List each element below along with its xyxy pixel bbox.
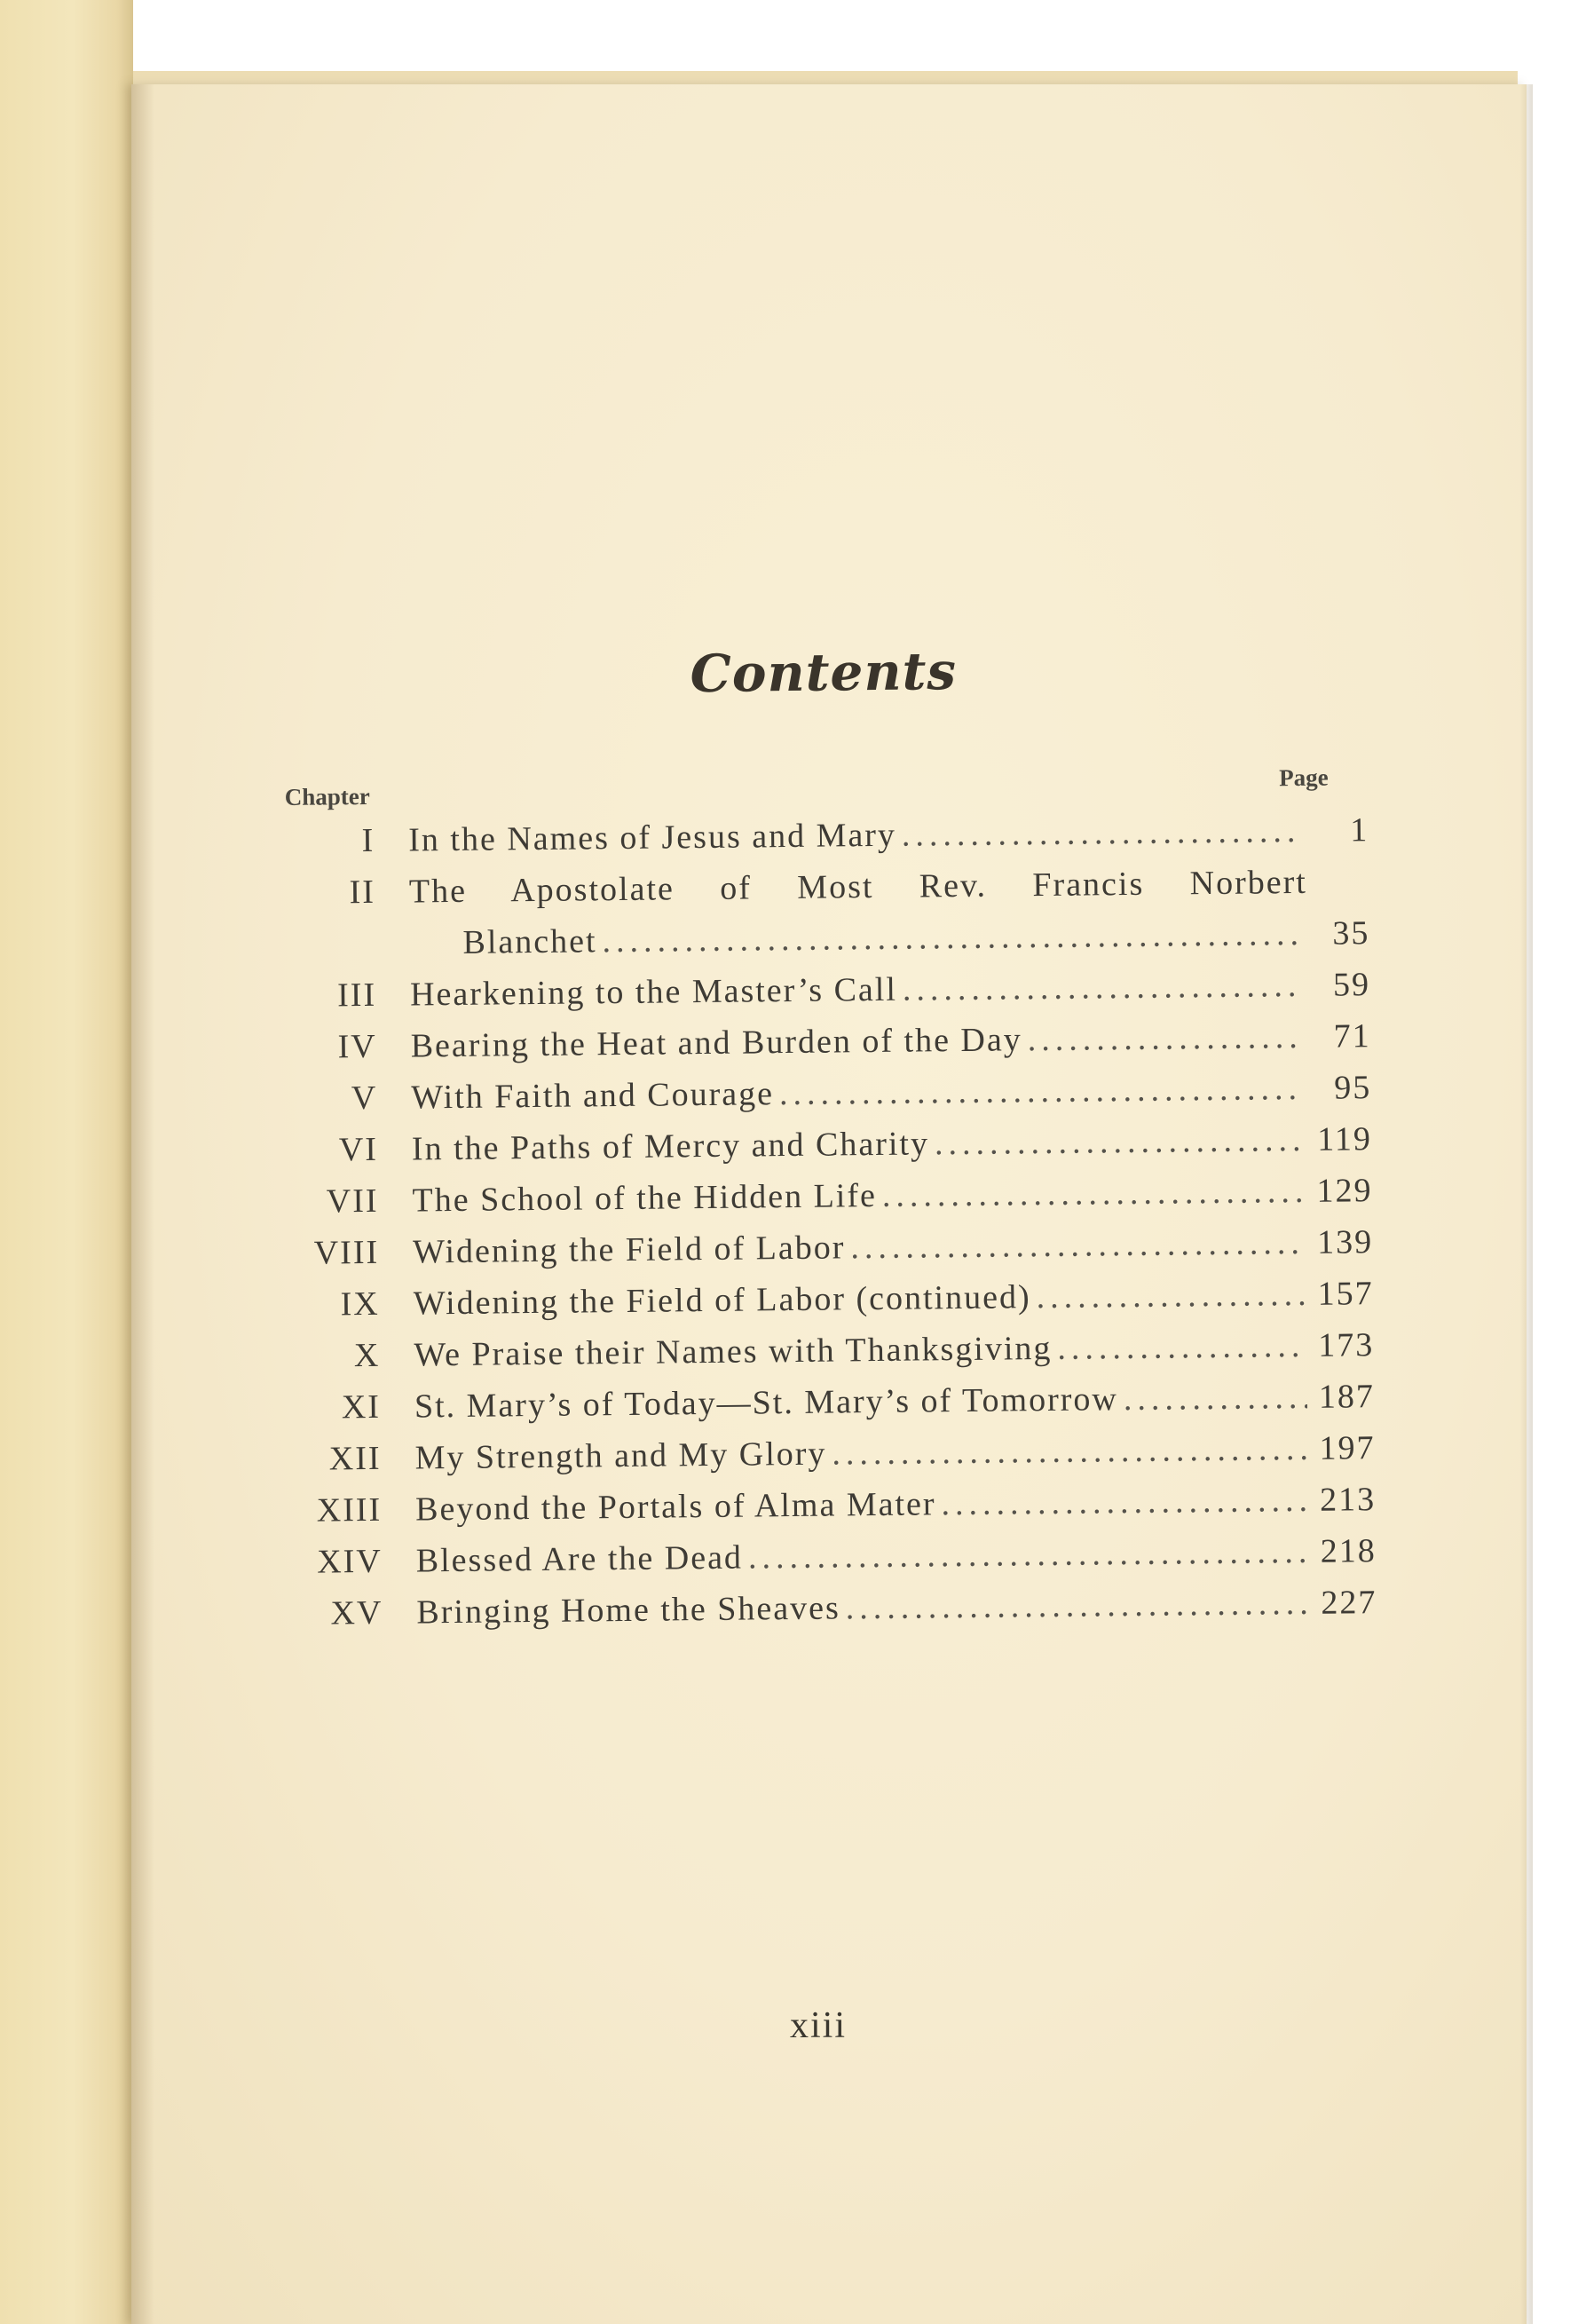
chapter-title: The School of the Hidden Life (412, 1176, 878, 1220)
chapter-number: XV (330, 1593, 383, 1632)
page-gutter-shadow (131, 84, 154, 2324)
dot-leader (832, 1423, 1308, 1480)
chapter-number: XI (341, 1387, 382, 1427)
page-right-edge (1520, 84, 1533, 2324)
chapter-title: We Praise their Names with Thanksgiving (414, 1329, 1053, 1374)
dot-leader (850, 1217, 1306, 1273)
dot-leader (1124, 1371, 1308, 1425)
chapter-page: 157 (1317, 1275, 1374, 1313)
chapter-number: XII (328, 1439, 382, 1478)
chapter-page: 95 (1334, 1069, 1372, 1107)
dot-leader (1036, 1269, 1306, 1323)
chapter-number: IX (340, 1285, 380, 1324)
chapter-title: Bearing the Heat and Burden of the Day (410, 1021, 1022, 1065)
chapter-title: My Strength and My Glory (414, 1435, 827, 1477)
dot-leader (1057, 1320, 1307, 1374)
dot-leader (941, 1474, 1308, 1530)
contents-heading: Contents (690, 641, 958, 705)
chapter-title: With Faith and Courage (411, 1075, 775, 1117)
dot-leader (602, 908, 1303, 967)
chapter-number: VIII (313, 1233, 380, 1272)
dot-leader (935, 1114, 1305, 1169)
chapter-title: Widening the Field of Labor (412, 1229, 846, 1271)
chapter-number: II (349, 873, 376, 912)
dot-leader (903, 960, 1304, 1016)
facing-page (0, 0, 133, 2324)
chapter-number: X (353, 1336, 381, 1375)
dot-leader (845, 1577, 1309, 1633)
chapter-number: VII (326, 1182, 379, 1221)
chapter-title: Blessed Are the Dead (415, 1538, 744, 1580)
chapter-page: 197 (1319, 1429, 1376, 1467)
chapter-number: III (336, 976, 377, 1015)
dot-leader (748, 1526, 1309, 1584)
chapter-page: 213 (1319, 1481, 1377, 1519)
chapter-page: 119 (1317, 1120, 1373, 1158)
chapter-title: St. Mary’s of Today—St. Mary’s of Tomorrow (414, 1380, 1119, 1426)
chapter-title: In the Names of Jesus and Mary (408, 816, 897, 859)
dot-leader (882, 1166, 1306, 1221)
chapter-page: 59 (1332, 966, 1371, 1004)
chapter-page: 71 (1333, 1017, 1371, 1055)
chapter-page: 129 (1316, 1172, 1373, 1210)
chapter-title: Widening the Field of Labor (continued) (413, 1278, 1031, 1323)
chapter-page: 218 (1320, 1532, 1377, 1570)
chapter-title-continuation: Blanchet (462, 922, 597, 961)
chapter-column-header: Chapter (284, 782, 370, 810)
chapter-title: The Apostolate of Most Rev. Francis Norbert (408, 863, 1308, 911)
chapter-page: 187 (1318, 1378, 1376, 1416)
page-column-header: Page (1278, 763, 1329, 792)
chapter-number: IV (337, 1027, 377, 1066)
chapter-page: 1 (1349, 811, 1369, 850)
chapter-title: Beyond the Portals of Alma Mater (414, 1485, 936, 1529)
dot-leader (779, 1063, 1305, 1119)
table-of-contents (280, 636, 1377, 1640)
chapter-number: VI (338, 1130, 379, 1169)
dot-leader (1027, 1011, 1304, 1065)
chapter-number: XIII (316, 1490, 383, 1530)
chapter-number: I (361, 821, 375, 860)
chapter-page: 227 (1321, 1584, 1377, 1622)
chapter-page: 173 (1318, 1326, 1375, 1364)
chapter-title: Bringing Home the Sheaves (416, 1589, 841, 1632)
chapter-page: 139 (1316, 1223, 1374, 1261)
chapter-title: Hearkening to the Master’s Call (409, 970, 898, 1014)
chapter-page: 35 (1332, 914, 1370, 953)
dot-leader (902, 805, 1302, 861)
page-folio: xiii (790, 2005, 848, 2046)
chapter-title: In the Paths of Mercy and Charity (411, 1125, 930, 1168)
chapter-number: XIV (317, 1542, 383, 1581)
chapter-number: V (351, 1079, 378, 1118)
